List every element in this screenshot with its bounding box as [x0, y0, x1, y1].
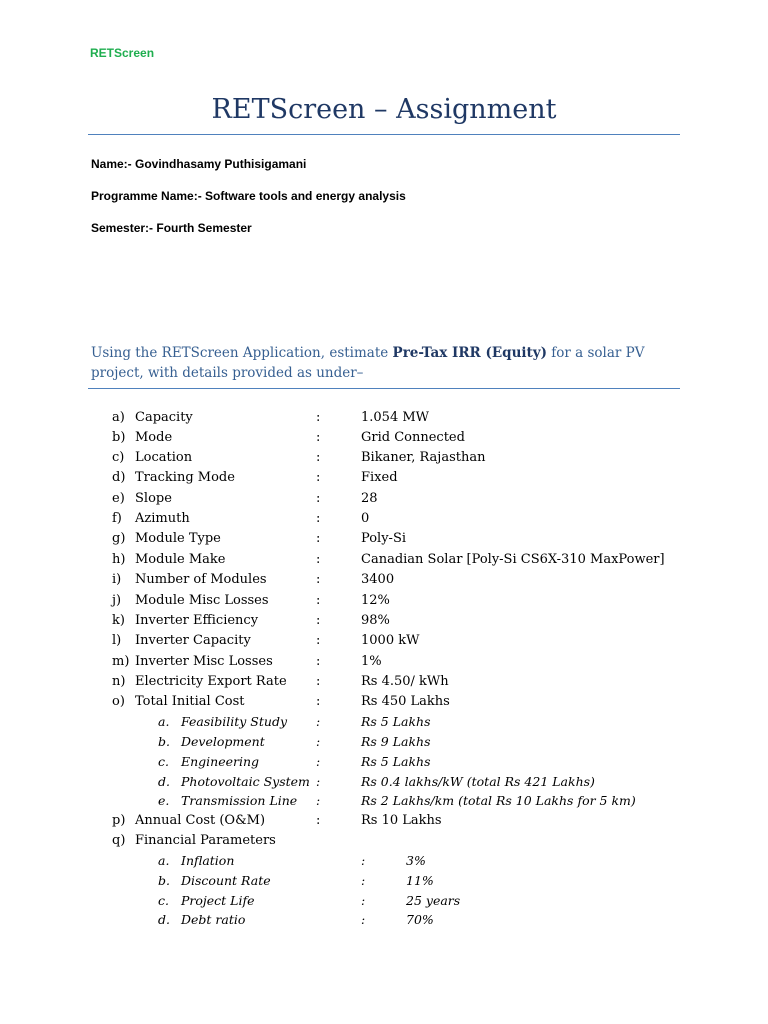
item-letter: q)	[112, 833, 126, 848]
item-label: Module Misc Losses	[135, 593, 269, 608]
subitem-value: Rs 2 Lakhs/km (total Rs 10 Lakhs for 5 km)	[361, 793, 636, 808]
item-value: 3400	[361, 572, 395, 587]
item-label: Annual Cost (O&M)	[135, 813, 266, 828]
list-item	[0, 448, 768, 468]
item-label: Number of Modules	[135, 572, 267, 587]
item-colon: :	[316, 552, 321, 567]
item-label: Inverter Misc Losses	[135, 654, 273, 669]
list-item	[0, 652, 768, 672]
subitem-colon: :	[316, 714, 321, 729]
subitem-letter: c.	[158, 754, 169, 769]
subitem-label: Feasibility Study	[181, 714, 288, 729]
item-letter: k)	[112, 613, 125, 628]
list-item	[0, 611, 768, 631]
financial-subitem	[0, 851, 768, 871]
item-value: 1000 kW	[361, 633, 420, 648]
item-label: Total Initial Cost	[135, 694, 245, 709]
item-colon: :	[316, 450, 321, 465]
item-colon: :	[316, 694, 321, 709]
subitem-colon: :	[316, 774, 321, 789]
item-label: Module Make	[135, 552, 226, 567]
item-letter: j)	[112, 593, 122, 608]
item-colon: :	[316, 572, 321, 587]
list-item	[0, 831, 768, 851]
subitem-colon: :	[316, 734, 321, 749]
list-item	[0, 529, 768, 549]
list-item	[0, 550, 768, 570]
item-letter: e)	[112, 491, 125, 506]
list-item	[0, 591, 768, 611]
list-item	[0, 428, 768, 448]
subitem-colon: :	[361, 912, 366, 927]
subitem-colon: :	[361, 893, 366, 908]
item-value: Rs 10 Lakhs	[361, 813, 442, 828]
item-colon: :	[316, 593, 321, 608]
item-value: 0	[361, 511, 370, 526]
item-value: Poly-Si	[361, 531, 407, 546]
list-item	[0, 692, 768, 712]
item-value: 12%	[361, 593, 390, 608]
cost-subitem	[0, 712, 768, 732]
subitem-label: Project Life	[181, 893, 255, 908]
subitem-value: Rs 5 Lakhs	[361, 754, 431, 769]
cost-subitem	[0, 772, 768, 792]
subitem-colon: :	[361, 853, 366, 868]
title-divider	[88, 134, 680, 135]
item-letter: a)	[112, 410, 125, 425]
item-label: Location	[135, 450, 193, 465]
item-letter: f)	[112, 511, 122, 526]
subitem-label: Engineering	[181, 754, 260, 769]
item-value: Rs 450 Lakhs	[361, 694, 450, 709]
item-colon: :	[316, 674, 321, 689]
item-value: Fixed	[361, 470, 398, 485]
subitem-letter: b.	[158, 873, 170, 888]
item-colon: :	[316, 430, 321, 445]
item-colon: :	[316, 654, 321, 669]
programme-name: Programme Name:- Software tools and energy analysis	[91, 189, 406, 203]
item-value: 1%	[361, 654, 382, 669]
item-colon: :	[316, 491, 321, 506]
intro-text-before: Using the RETScreen Application, estimate	[91, 345, 393, 361]
list-item	[0, 408, 768, 428]
subitem-label: Photovoltaic System	[181, 774, 310, 789]
list-item	[0, 570, 768, 590]
financial-subitem	[0, 891, 768, 911]
item-colon: :	[316, 613, 321, 628]
subitem-colon: :	[316, 754, 321, 769]
financial-subitem	[0, 910, 768, 930]
item-colon: :	[316, 470, 321, 485]
subitem-label: Development	[181, 734, 265, 749]
item-letter: d)	[112, 470, 126, 485]
financial-subitem	[0, 871, 768, 891]
item-colon: :	[316, 531, 321, 546]
list-item	[0, 509, 768, 529]
item-letter: l)	[112, 633, 122, 648]
item-letter: b)	[112, 430, 126, 445]
item-colon: :	[316, 410, 321, 425]
cost-subitem	[0, 752, 768, 772]
item-letter: m)	[112, 654, 130, 669]
item-label: Module Type	[135, 531, 221, 546]
item-letter: i)	[112, 572, 122, 587]
subitem-value: Rs 5 Lakhs	[361, 714, 431, 729]
subitem-value: 25 years	[406, 893, 461, 908]
item-label: Inverter Capacity	[135, 633, 251, 648]
cost-subitem	[0, 732, 768, 752]
subitem-letter: b.	[158, 734, 170, 749]
item-colon: :	[316, 633, 321, 648]
item-letter: p)	[112, 813, 126, 828]
subitem-label: Transmission Line	[181, 793, 298, 808]
item-letter: g)	[112, 531, 126, 546]
item-label: Slope	[135, 491, 172, 506]
intro-text-bold: Pre-Tax IRR (Equity)	[392, 345, 547, 361]
subitem-value: 70%	[406, 912, 434, 927]
item-label: Financial Parameters	[135, 833, 276, 848]
subitem-value: Rs 0.4 lakhs/kW (total Rs 421 Lakhs)	[361, 774, 595, 789]
subitem-letter: e.	[158, 793, 170, 808]
subitem-letter: d.	[158, 774, 170, 789]
item-letter: o)	[112, 694, 125, 709]
item-colon: :	[316, 511, 321, 526]
assignment-intro	[91, 343, 681, 383]
item-colon: :	[316, 813, 321, 828]
student-name: Name:- Govindhasamy Puthisigamani	[91, 157, 307, 171]
list-item	[0, 489, 768, 509]
item-letter: h)	[112, 552, 126, 567]
item-value: 98%	[361, 613, 390, 628]
item-value: Bikaner, Rajasthan	[361, 450, 486, 465]
list-item	[0, 468, 768, 488]
item-label: Azimuth	[135, 511, 190, 526]
item-value: 28	[361, 491, 378, 506]
intro-text-after: for a solar PV project, with details provided as under–	[91, 345, 645, 381]
item-value: Rs 4.50/ kWh	[361, 674, 449, 689]
cost-subitem	[0, 791, 768, 811]
list-item	[0, 811, 768, 831]
subitem-value: 3%	[406, 853, 426, 868]
item-label: Capacity	[135, 410, 193, 425]
subitem-value: Rs 9 Lakhs	[361, 734, 431, 749]
page-title: RETScreen – Assignment	[211, 94, 557, 125]
list-item	[0, 672, 768, 692]
item-label: Tracking Mode	[135, 470, 235, 485]
semester: Semester:- Fourth Semester	[91, 221, 252, 235]
header-label: RETScreen	[90, 46, 155, 60]
subitem-label: Discount Rate	[181, 873, 271, 888]
item-letter: n)	[112, 674, 126, 689]
item-label: Inverter Efficiency	[135, 613, 259, 628]
item-label: Mode	[135, 430, 173, 445]
subitem-colon: :	[316, 793, 321, 808]
list-item	[0, 631, 768, 651]
item-value: Canadian Solar [Poly-Si CS6X-310 MaxPower]	[361, 552, 665, 567]
subitem-letter: c.	[158, 893, 169, 908]
subitem-letter: a.	[158, 714, 170, 729]
item-value: Grid Connected	[361, 430, 465, 445]
subitem-label: Debt ratio	[181, 912, 246, 927]
subitem-label: Inflation	[181, 853, 235, 868]
item-label: Electricity Export Rate	[135, 674, 287, 689]
subitem-value: 11%	[406, 873, 434, 888]
item-value: 1.054 MW	[361, 410, 430, 425]
item-letter: c)	[112, 450, 125, 465]
subitem-letter: a.	[158, 853, 170, 868]
intro-divider	[88, 388, 680, 389]
subitem-colon: :	[361, 873, 366, 888]
subitem-letter: d.	[158, 912, 170, 927]
